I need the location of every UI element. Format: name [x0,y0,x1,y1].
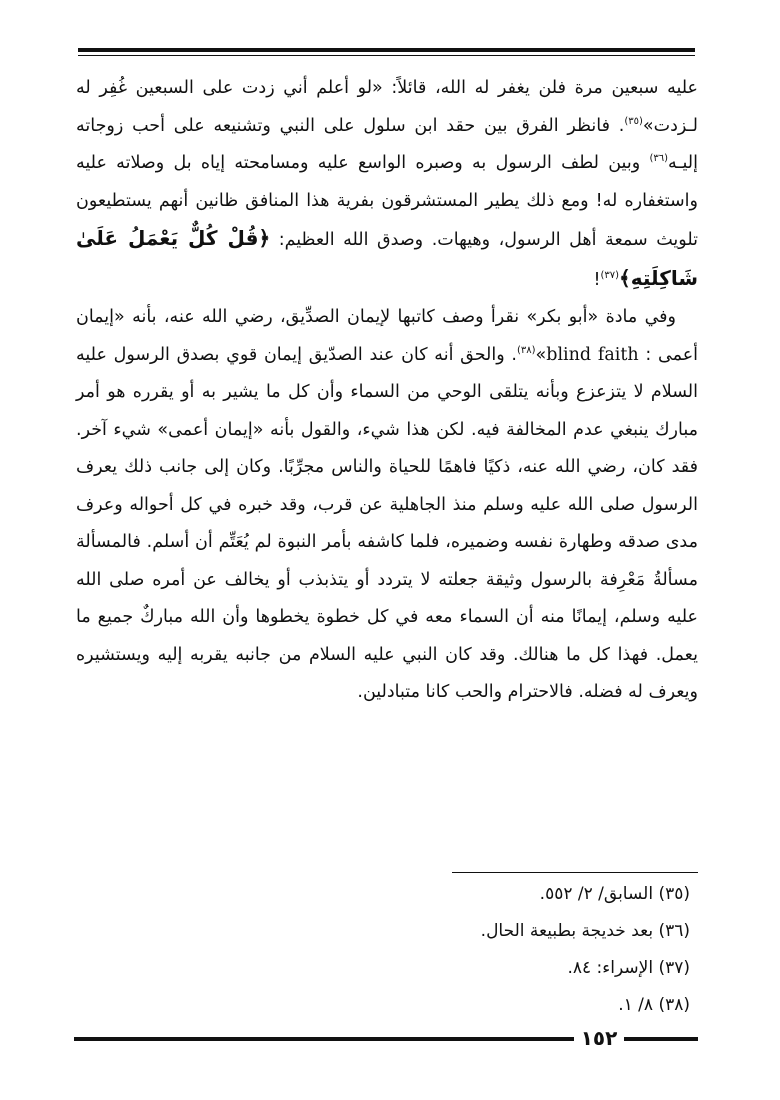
quran-verse: ﴿قُلْ كُلٌّ يَعْمَلُ عَلَىٰ شَاكِلَتِهِ﴾ [76,226,698,290]
paragraph-2-text-c: . والحق أنه كان عند الصدّيق إيمان قوي بصدق الرسول عليه السلام لا يتزعزع وبأنه يتلقى الوحي من السماء وأن كل ما يشير به أو يقرره هو أمر مبارك ينبغي عدم المخالفة فيه. لكن هذا شيء، والقول بأنه «إيمان أعمى» شيء آخر. فقد كان، رضي الله عنه، ذكيًا فاهمًا للحياة والناس مجرِّبًا. وكان إلى جانب ذلك يعرف الرسول صلى الله عليه وسلم منذ الجاهلية عن قرب، وقد خبره في كل أحواله وعرف مدى صدقه وطهارة نفسه وضميره، فلما كاشفه بأمر النبوة لم يُعَتِّم أن أسلم. فالمسألة مسألةُ مَعْرِفة بالرسول وثيقة جعلته لا يتردد أو يتذبذب أو يخالف عن أمره صلى الله عليه وسلم، إيمانًا منه أن السماء معه في كل خطوة يخطوها وأن الله مباركٌ جميع ما يعمل. فهذا كل ما هنالك. وقد كان النبي عليه السلام من جانبه يقربه إليه ويستشيره ويعرف له فضله. فالاحترام والحب كانا متبادلين. [76,344,698,702]
paragraph-1-text-c: وبين لطف الرسول به وصبره الواسع عليه ومسامحته إياه بل وصلاته عليه واستغفاره له! ومع ذلك يطير المستشرقون بفرية هذا المنافق ظانين أنهم يستطيعون تلويث سمعة أهل الرسول، وهيهات. وصدق الله العظيم: [76,153,698,250]
header-rule-thin [78,55,695,56]
paragraph-1-text-d: ! [593,269,601,290]
footnote-37: (٣٧) الإسراء: ٨٤. [567,958,690,978]
header-rule-thick [78,48,695,52]
paragraph-1-text-b: . فانظر الفرق بين حقد ابن سلول على النبي وتشنيعه على أحب زوجاته إليـه [76,115,698,173]
footnotes-list [360,876,690,1024]
footnote-ref-38: (٣٨) [516,344,536,356]
paragraph-2-text-a: وفي مادة «أبو بكر» نقرأ وصف كاتبها لإيمان الصدِّيق، رضي الله عنه، بأنه «إيمان أعمى : [76,307,698,365]
main-text [76,70,698,712]
latin-phrase: blind faith [546,344,639,365]
footer-rule-right [624,1037,698,1041]
paragraph-2-text-b: » [535,344,547,365]
footnote-35: (٣٥) السابق/ ٢/ ٥٥٢. [539,884,690,904]
footnote-ref-37: (٣٧) [600,269,620,281]
footer-rule-left [74,1037,574,1041]
footnote-ref-35: (٣٥) [624,115,643,127]
footnote-38: (٣٨) ٨/ ١. [618,995,690,1015]
paragraph-1 [76,70,698,299]
paragraph-2 [76,299,698,712]
paragraph-1-text-a: عليه سبعين مرة فلن يغفر له الله، قائلاً: «لو أعلم أني زدت على السبعين غُفِر له لـزدت» [76,78,698,136]
footnote-36: (٣٦) بعد خديجة بطبيعة الحال. [480,921,690,941]
page-number: ١٥٢ [580,1026,618,1050]
footnote-ref-36: (٣٦) [649,153,669,165]
footnote-separator [452,872,698,873]
